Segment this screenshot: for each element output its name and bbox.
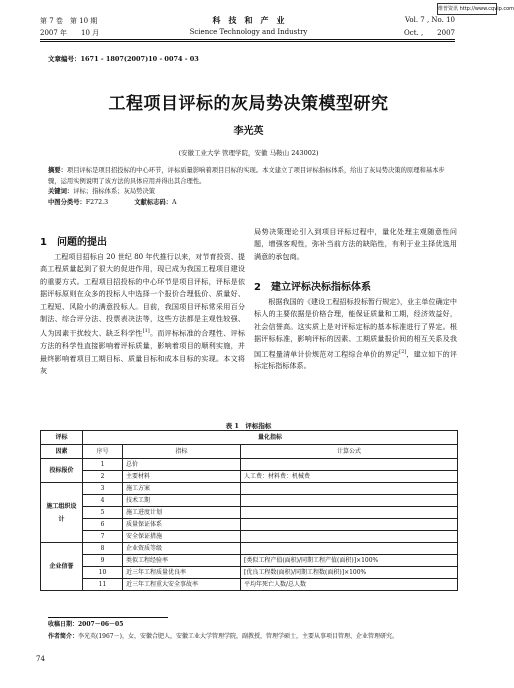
indicator-name: 施工进度计划 xyxy=(123,507,241,519)
indicator-name: 总价 xyxy=(123,459,241,471)
section-2-heading: 2 建立评标决标指标体系 xyxy=(254,282,371,293)
indicator-name: 类似工程经验率 xyxy=(123,555,241,567)
indicator-name: 主要材料 xyxy=(123,471,241,483)
abstract-text: 项目评标是项目招投标的中心环节，评标质量影响着项目目标的实现。本文建立了项目评标指标体系，给出了灰局势决策的原理和基本步骤，运用实例说明了该方法的具体应用并得出其合理性。 xyxy=(48,167,445,185)
journal-name-cn: 科 技 和 产 业 xyxy=(212,15,285,25)
indicator-number: 7 xyxy=(83,531,123,543)
indicator-formula xyxy=(241,459,458,471)
abstract xyxy=(48,166,448,187)
indicator-number: 1 xyxy=(83,459,123,471)
author-bio-text: 李光英(1967－)，女，安徽合肥人，安徽工业大学管理学院，副教授，管理学硕士，主要从事项目管理、企业管理研究。 xyxy=(78,633,398,640)
indicator-number: 5 xyxy=(83,507,123,519)
indicator-name: 安全保证措施 xyxy=(123,531,241,543)
indicator-number: 10 xyxy=(83,567,123,579)
indicator-number: 3 xyxy=(83,483,123,495)
keywords-label: 关键词： xyxy=(48,188,74,195)
indicator-table xyxy=(40,430,458,591)
indicator-formula xyxy=(241,519,458,531)
indicator-formula xyxy=(241,507,458,519)
watermark-stamp: 维普资讯 http://www.cqvip.com xyxy=(437,3,497,15)
author-bio xyxy=(48,631,458,642)
paper-author: 李光英 xyxy=(233,126,264,137)
section-1-ref: [1] xyxy=(142,328,150,335)
header-date-en: Oct. , 2007 xyxy=(404,29,455,37)
indicator-number: 2 xyxy=(83,471,123,483)
keywords-text: 评标；指标体系；灰局势决策 xyxy=(73,188,156,195)
indicator-formula xyxy=(241,483,458,495)
indicator-number: 11 xyxy=(83,579,123,591)
indicator-formula: 平均年死亡人数/总人数 xyxy=(241,579,458,591)
table-row xyxy=(41,495,458,507)
table-row xyxy=(41,531,458,543)
table-row xyxy=(41,459,458,471)
header-factor-2: 因素 xyxy=(41,445,83,459)
indicator-number: 4 xyxy=(83,495,123,507)
indicator-name: 近三年工程重大安全事故率 xyxy=(123,579,241,591)
table-caption: 表 1 评标指标 xyxy=(225,422,272,430)
author-affiliation: (安徽工业大学 管理学院，安徽 马鞍山 243002) xyxy=(178,149,319,157)
table-body xyxy=(41,459,458,591)
footnote-rule xyxy=(48,617,168,618)
section-1-text: 工程项目招标自 20 世纪 80 年代推行以来，对节育投资、提高工程质量起到了很大的促进作用，现已成为我国工程项目建设的重要方式。工程项目招投标的中心环节是项目评标，评标是依据评标原则在众多的投标人中选择一个报价合理低价、质量好、工程短、风险小的满意投标人。目前，我国项目评标常采用百分制法、综合评分法、投票表决法等，这些方法都是主观性较强、人为因素干扰较大、缺乏科学性 xyxy=(40,252,245,338)
header-formula: 计算公式 xyxy=(241,445,458,459)
indicator-name: 近三年工程质量优良率 xyxy=(123,567,241,579)
indicator-formula xyxy=(241,531,458,543)
indicator-number: 8 xyxy=(83,543,123,555)
right-intro xyxy=(254,226,457,266)
factor-group: 企业信誉 xyxy=(41,543,83,591)
abstract-label: 摘要： xyxy=(48,167,67,174)
indicator-name: 技术工期 xyxy=(123,495,241,507)
header-date: 2007 年 10 月 xyxy=(40,29,100,37)
header-volume: 第 7 卷 第 10 期 xyxy=(40,17,98,25)
classification xyxy=(48,198,177,209)
factor-group: 投标报价 xyxy=(41,459,83,483)
indicator-formula: 人工费：材料费：机械费 xyxy=(241,471,458,483)
indicator-number: 6 xyxy=(83,519,123,531)
header-rule-2 xyxy=(40,41,455,42)
header-indicator: 指标 xyxy=(123,445,241,459)
table-row xyxy=(41,543,458,555)
table-row xyxy=(41,579,458,591)
journal-name-en: Science Technology and Industry xyxy=(189,28,308,36)
indicator-number: 9 xyxy=(83,555,123,567)
table-header-row-1 xyxy=(41,431,458,445)
indicator-name: 企业资质等级 xyxy=(123,543,241,555)
table-row xyxy=(41,555,458,567)
header-volume-en: Vol. 7 , No. 10 xyxy=(404,16,455,24)
keywords xyxy=(48,187,155,198)
section-2-text-2: ，建立如下的评标定标指标体系。 xyxy=(254,348,458,371)
table-row xyxy=(41,483,458,495)
section-1-text-2: 。而评标标准的合理性、评标方法的科学性直接影响着评标质量，影响着项目的顺利实施，并最终影响着项目工期目标、质量目标和成本目标的实现。本文将灰 xyxy=(40,328,246,376)
section-1-heading: 1 问题的提出 xyxy=(40,237,107,248)
author-bio-label: 作者简介： xyxy=(48,633,79,640)
table-header-row-2 xyxy=(41,445,458,459)
indicator-formula xyxy=(241,495,458,507)
article-number: 文章编号：1671 - 1807(2007)10 - 0074 - 03 xyxy=(48,55,199,63)
header-quant: 量化指标 xyxy=(83,431,458,445)
section-2-text: 根据我国的《建设工程招标投标暂行规定》，业主单位确定中标人的主要依据是价格合理，能保证质量和工期，经济效益好，社会信誉高。这实质上是对评标定标的基本标准进行了界定。根据评标标准，影响评标的因素、工期质量报价间的相互关系及我国工程量清单计价规范对工程综合单价的界定 xyxy=(254,297,457,358)
section-2-body xyxy=(254,296,457,410)
right-intro-text: 局势决策理论引入到项目评标过程中，量化处理主观随意性问题，增强客观性，弥补当前方法的缺陷性，有利于业主择优选用满意的承包商。 xyxy=(254,227,457,261)
doc-code-value: A xyxy=(172,199,177,206)
factor-group: 施工组织设计 xyxy=(41,483,83,543)
section-2-ref: [2] xyxy=(399,348,407,355)
indicator-name: 质量保证体系 xyxy=(123,519,241,531)
table-row xyxy=(41,471,458,483)
table-row xyxy=(41,519,458,531)
received-date: 收稿日期：2007－06－05 xyxy=(48,621,124,628)
clc-value: F272.3 xyxy=(85,199,109,206)
header-rule xyxy=(40,39,455,40)
indicator-name: 施工方案 xyxy=(123,483,241,495)
table-row xyxy=(41,567,458,579)
paper-title: 工程项目评标的灰局势决策模型研究 xyxy=(108,94,389,114)
indicator-formula: [优良工程数(面积)/同期工程数(面积)]×100% xyxy=(241,567,458,579)
page-number: 74 xyxy=(36,655,45,663)
indicator-formula: [类似工程产值(面积)/同期工程产值(面积)]×100% xyxy=(241,555,458,567)
doc-code-label: 文献标志码： xyxy=(134,199,172,206)
clc-label: 中图分类号： xyxy=(48,199,86,206)
indicator-formula xyxy=(241,543,458,555)
header-factor-1: 评标 xyxy=(41,431,83,445)
section-1-body xyxy=(40,251,245,411)
table-row xyxy=(41,507,458,519)
header-seq: 序号 xyxy=(83,445,123,459)
